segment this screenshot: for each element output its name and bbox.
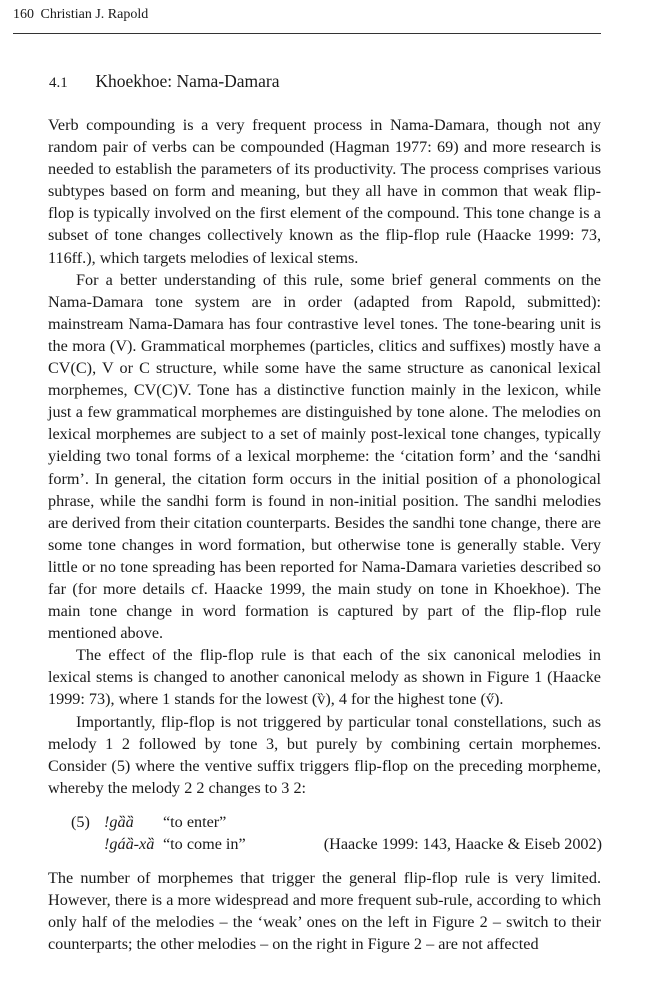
section-heading [49,71,280,92]
example-source: (Haacke 1999: 143, Haacke & Eiseb 2002) [323,835,602,853]
example-form: !gȁȁ [104,813,134,831]
example-gloss: “to come in” [163,835,246,853]
body-text-top [48,114,601,799]
paragraph-4: Importantly, flip-flop is not triggered by particular tonal constellations, such as melody 1 2 followed by tone 3, but purely by combining certain morphemes. Consider (5) where the ventive suffix triggers flip-flop on the preceding morpheme, whereby the melody 2 2 changes to 3 2: [48,712,601,797]
example-number: (5) [71,813,90,831]
example-form: !gáȁ-xȁ [104,835,155,853]
running-head [13,7,601,34]
paragraph-5: The number of morphemes that trigger the general flip-flop rule is very limited. However, there is a more widespread and more frequent sub-rule, according to which only half of the melodies – the ‘weak’ ones on the left in Figure 2 – switch to their counterparts; the other melodies – on the right in Figure 2 – are not affected [48,869,601,954]
section-number: 4.1 [49,75,68,91]
example-5 [71,811,602,855]
paragraph-2: For a better understanding of this rule, some brief general comments on the Nama-Damara tone system are in order (adapted from Rapold, submitted): mainstream Nama-Damara has four contrastive level tones. The tone-bearing unit is the mora (V). Grammatical morphemes (particles, clitics and suffixes) mostly have a CV(C), V or C structure, while some have the same structure as canonical lexical morphemes, CV(C)V. Tone has a distinctive function mainly in the lexicon, while just a few grammatical morphemes are distinguished by tone alone. The melodies on lexical morphemes are subject to a set of mainly post-lexical tone changes, typically yielding two tonal forms of a lexical morpheme: the ‘citation form’ and the ‘sandhi form’. In general, the citation form occurs in the initial position of a phonological phrase, while the sandhi form is found in non-initial position. The sandhi melodies are derived from their citation counterparts. Besides the sandhi tone change, there are some tone changes in word formation, but otherwise tone is generally stable. Very little or no tone spreading has been reported for Nama-Damara varieties described so far (for more details cf. Haacke 1999, the main study on tone in Khoekhoe). The main tone change in word formation is captured by part of the flip-flop rule mentioned above. [48,270,601,643]
paragraph-1: Verb compounding is a very frequent process in Nama-Damara, though not any random pair of verbs can be compounded (Hagman 1977: 69) and more research is needed to establish the parameters of its productivity. The process comprises various subtypes based on form and meaning, but they all have in common that weak flip-flop is typically involved on the first element of the compound. This tone change is a subset of tone changes collectively known as the flip-flop rule (Haacke 1999: 73, 116ff.), which targets melodies of lexical stems. [48,116,601,267]
example-gloss: “to enter” [163,813,227,831]
running-head-author: Christian J. Rapold [40,7,149,22]
body-text-bottom [48,867,601,955]
section-title: Khoekhoe: Nama-Damara [95,71,280,91]
example-row [71,833,602,855]
paragraph-3: The effect of the flip-flop rule is that each of the six canonical melodies in lexical stems is changed to another canonical melody as shown in Figure 1 (Haacke 1999: 73), where 1 stands for the lowest (v̏), 4 for the highest tone (v̋). [48,646,601,709]
example-row [71,811,602,833]
page-number: 160 [13,7,34,22]
